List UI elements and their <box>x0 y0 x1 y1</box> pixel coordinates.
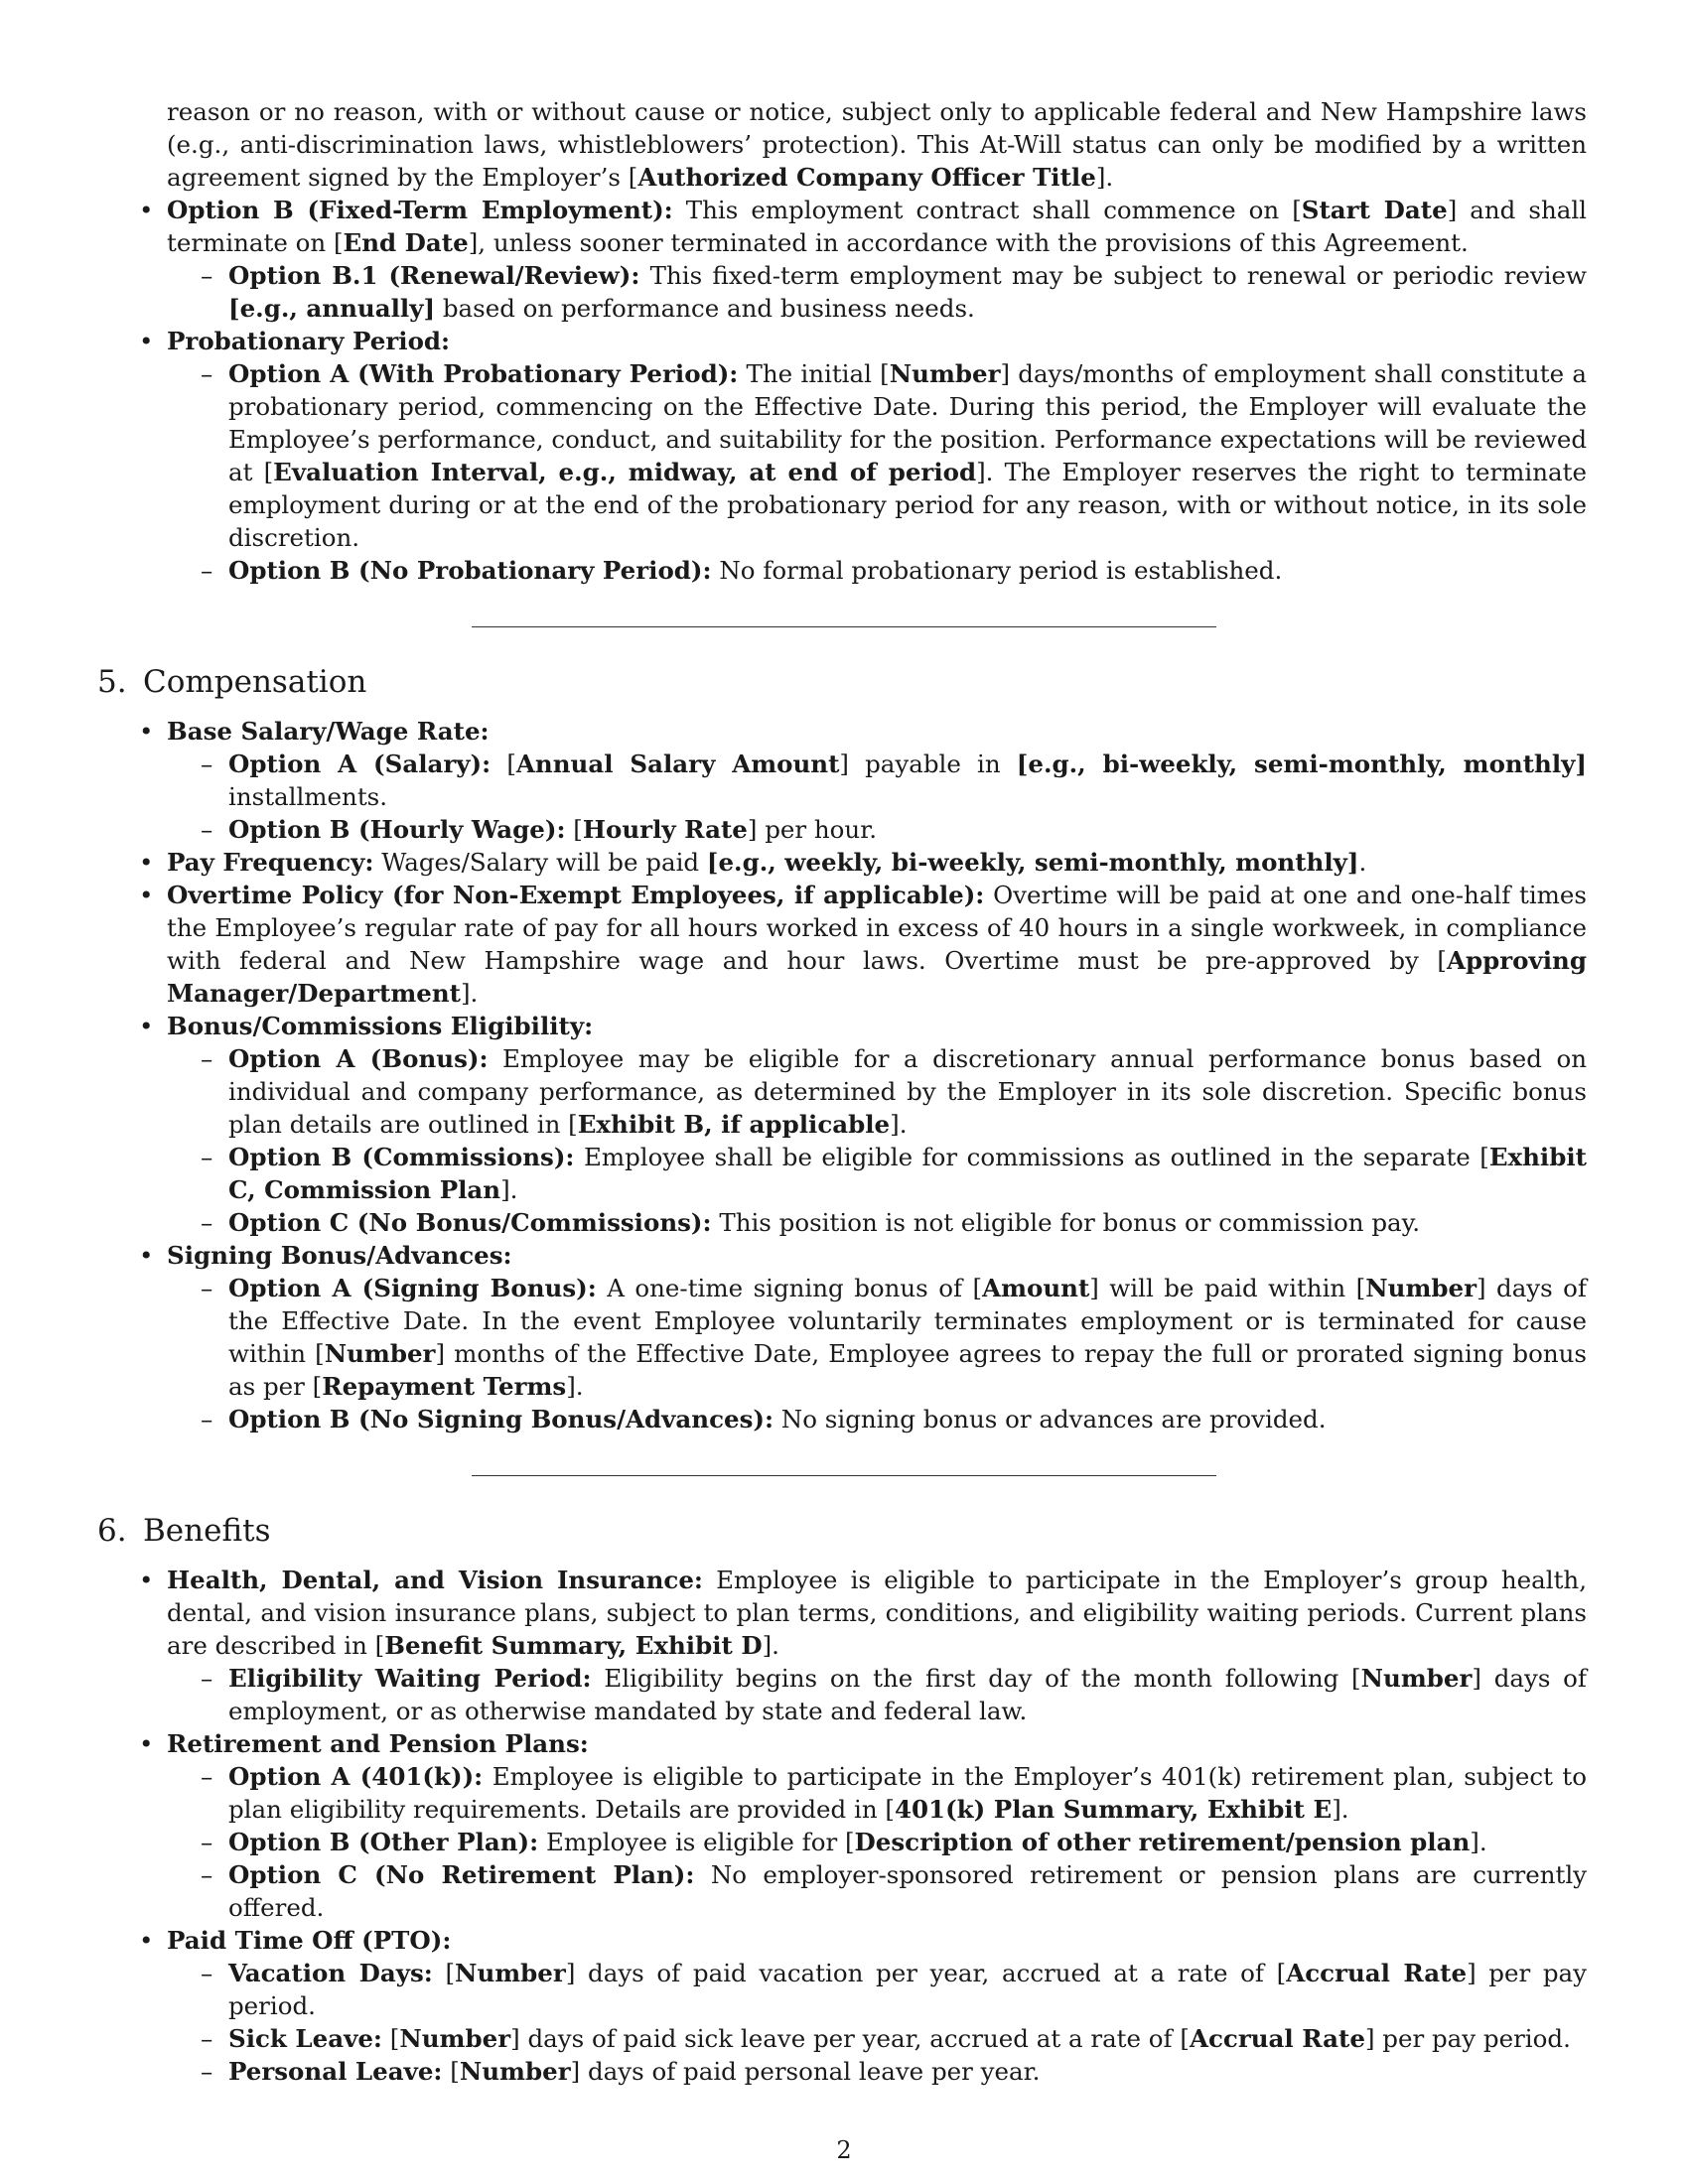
bullet-fixed-term: • Option B (Fixed-Term Employment): This employment contract shall commence on [Start Date] and shall terminate on [End Date], unless sooner terminated in accordance with the provisions of this Agreement. <box>139 196 1587 257</box>
sub-signing-bonus: – Option A (Signing Bonus): A one-time signing bonus of [Amount] will be paid within [Number] days of the Effective Date. In the event Employee voluntarily terminates employment or is terminated for cause within [Number] months of the Effective Date, Employee agrees to repay the full or prorated signing bonus as per [Repayment Terms]. <box>201 1274 1588 1401</box>
section-divider <box>472 626 1216 627</box>
bullet-signing-bonus: • Signing Bonus/Advances: <box>139 1241 512 1270</box>
document-page <box>97 95 1587 2088</box>
sub-sick-leave: – Sick Leave: [Number] days of paid sick leave per year, accrued at a rate of [Accrual Rate] per pay period. <box>201 2024 1571 2053</box>
sub-salary: – Option A (Salary): [Annual Salary Amount] payable in [e.g., bi-weekly, semi-monthly, monthly] installments. <box>201 750 1587 811</box>
sub-other-plan: – Option B (Other Plan): Employee is eligible for [Description of other retirement/pension plan]. <box>201 1828 1487 1856</box>
section-heading-benefits: 6. Benefits <box>97 1513 271 1549</box>
sub-no-signing-bonus: – Option B (No Signing Bonus/Advances): No signing bonus or advances are provided. <box>201 1405 1327 1433</box>
page-number: 2 <box>836 2136 852 2164</box>
bullet-retirement: • Retirement and Pension Plans: <box>139 1729 589 1758</box>
sub-commissions: – Option B (Commissions): Employee shall be eligible for commissions as outlined in the separate [Exhibit C, Commission Plan]. <box>201 1143 1587 1204</box>
bullet-pto: • Paid Time Off (PTO): <box>139 1926 452 1955</box>
bullet-probationary-period: • Probationary Period: <box>139 327 451 355</box>
sub-no-bonus: – Option C (No Bonus/Commissions): This position is not eligible for bonus or commission pay. <box>201 1208 1421 1237</box>
section-heading-compensation: 5. Compensation <box>97 664 367 700</box>
bullet-overtime-policy: • Overtime Policy (for Non-Exempt Employees, if applicable): Overtime will be paid at one and one-half times the Employee’s regular rate of pay for all hours worked in excess of 40 hours in a single workweek, in compliance with federal and New Hampshire wage and hour laws. Overtime must be pre-approved by [Approving Manager/Department]. <box>139 881 1587 1008</box>
section-divider <box>472 1475 1216 1476</box>
bullet-pay-frequency: • Pay Frequency: Wages/Salary will be paid [e.g., weekly, bi-weekly, semi-monthly, monthly]. <box>139 848 1367 877</box>
sub-with-probation: – Option A (With Probationary Period): The initial [Number] days/months of employment shall constitute a probationary period, commencing on the Effective Date. During this period, the Employer will evaluate the Employee’s performance, conduct, and suitability for the position. Performance expectations will be reviewed at [Evaluation Interval, e.g., midway, at end of period]. The Employer reserves the right to terminate employment during or at the end of the probationary period for any reason, with or without notice, in its sole discretion. <box>201 359 1587 552</box>
sub-hourly-wage: – Option B (Hourly Wage): [Hourly Rate] per hour. <box>201 815 878 844</box>
sub-vacation: – Vacation Days: [Number] days of paid vacation per year, accrued at a rate of [Accrual Rate] per pay period. <box>201 1959 1587 2020</box>
sub-waiting-period: – Eligibility Waiting Period: Eligibility begins on the first day of the month following [Number] days of employment, or as otherwise mandated by state and federal law. <box>201 1664 1587 1725</box>
sub-no-probation: – Option B (No Probationary Period): No formal probationary period is established. <box>201 556 1283 585</box>
bullet-base-salary: • Base Salary/Wage Rate: <box>139 717 490 746</box>
bullet-health-insurance: • Health, Dental, and Vision Insurance: Employee is eligible to participate in the Employer’s group health, dental, and vision insurance plans, subject to plan terms, conditions, and eligibility waiting periods. Current plans are described in [Benefit Summary, Exhibit D]. <box>139 1566 1588 1660</box>
at-will-continuation: reason or no reason, with or without cause or notice, subject only to applicable federal and New Hampshire laws (e.g., anti-discrimination laws, whistleblowers’ protection). This At-Will status can only be modified by a written agreement signed by the Employer’s [Authorized Company Officer Title]. <box>167 97 1587 192</box>
bullet-bonus-commissions: • Bonus/Commissions Eligibility: <box>139 1012 594 1040</box>
sub-no-retirement: – Option C (No Retirement Plan): No employer-sponsored retirement or pension plans are currently offered. <box>201 1860 1587 1922</box>
sub-renewal-review: – Option B.1 (Renewal/Review): This fixed-term employment may be subject to renewal or periodic review [e.g., annually] based on performance and business needs. <box>201 261 1587 323</box>
sub-401k: – Option A (401(k)): Employee is eligible to participate in the Employer’s 401(k) retirement plan, subject to plan eligibility requirements. Details are provided in [401(k) Plan Summary, Exhibit E]. <box>201 1762 1587 1824</box>
sub-personal-leave: – Personal Leave: [Number] days of paid personal leave per year. <box>201 2057 1041 2086</box>
sub-bonus: – Option A (Bonus): Employee may be eligible for a discretionary annual performance bonus based on individual and company performance, as determined by the Employer in its sole discretion. Specific bonus plan details are outlined in [Exhibit B, if applicable]. <box>201 1044 1588 1139</box>
